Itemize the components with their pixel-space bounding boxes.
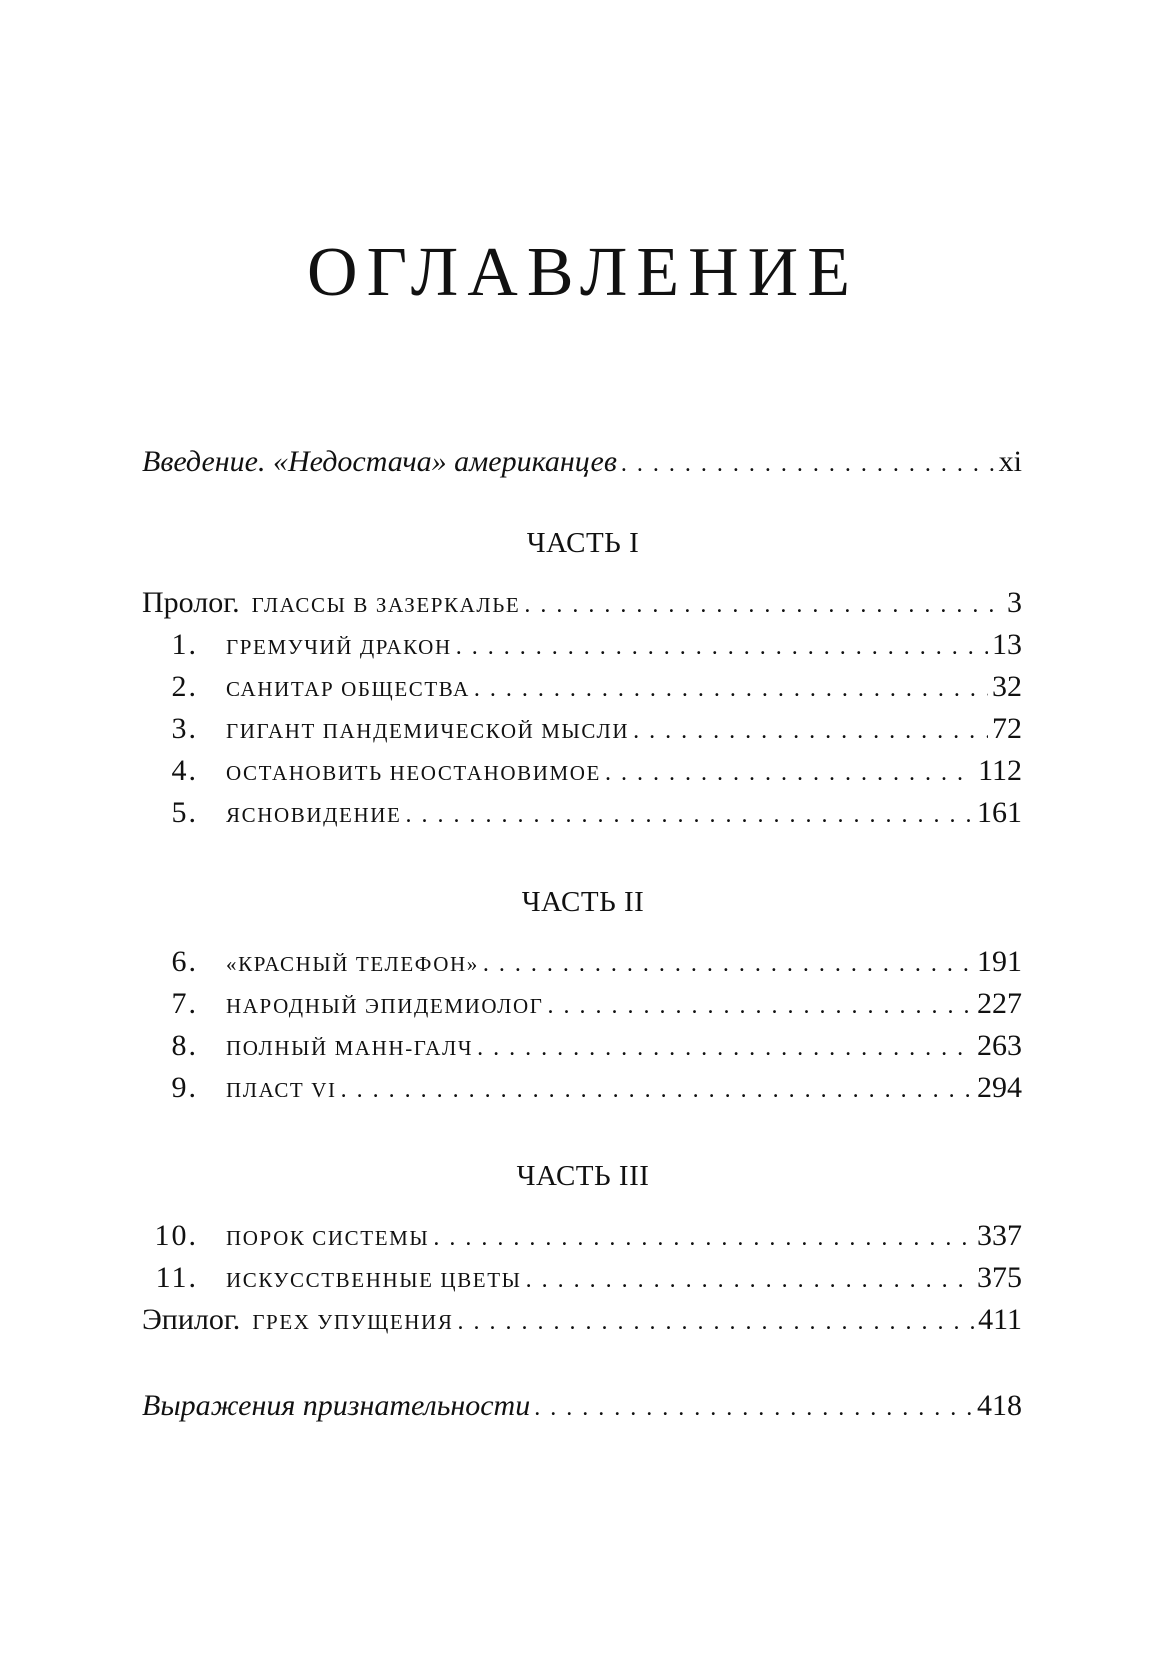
dot-leader: [524, 585, 1003, 625]
toc-entry-title: САНИТАР ОБЩЕСТВА: [226, 677, 470, 701]
toc-entry-chapter-10[interactable]: [142, 1216, 1022, 1256]
dot-leader: [605, 753, 974, 793]
toc-entry-prefix: Пролог. ГЛАСCЫ В ЗАЗЕРКАЛЬЕ: [142, 586, 521, 619]
part-heading-3: ЧАСТЬ III: [516, 1160, 650, 1192]
part-heading-1: ЧАСТЬ I: [526, 527, 640, 559]
dot-leader: [526, 1260, 973, 1300]
toc-entry-title: ИСКУССТВЕННЫЕ ЦВЕТЫ: [226, 1268, 522, 1292]
toc-page-number: 3: [1007, 586, 1022, 619]
toc-page-number: 13: [992, 628, 1022, 661]
toc-entry-chapter-2[interactable]: [142, 667, 1022, 707]
toc-entry-chapter-9[interactable]: [142, 1068, 1022, 1108]
toc-entry-acknowledgments[interactable]: [142, 1386, 1022, 1426]
chapter-number: 10.: [154, 1219, 198, 1252]
toc-entry-chapter-8[interactable]: [142, 1026, 1022, 1066]
toc-entry-chapter-3[interactable]: [142, 709, 1022, 749]
chapter-number: 3.: [171, 712, 198, 745]
toc-entry-title: ГИГАНТ ПАНДЕМИЧЕСКОЙ МЫСЛИ: [226, 719, 630, 743]
dot-leader: [433, 1218, 973, 1258]
dot-leader: [474, 669, 988, 709]
toc-page-number: 161: [977, 796, 1022, 829]
dot-leader: [534, 1388, 973, 1428]
chapter-number: 9.: [171, 1071, 198, 1104]
dot-leader: [633, 711, 988, 751]
chapter-number: 6.: [171, 945, 198, 978]
dot-leader: [547, 986, 973, 1026]
toc-entry-title: «КРАСНЫЙ ТЕЛЕФОН»: [226, 952, 479, 976]
toc-page-number: 227: [977, 987, 1022, 1020]
toc-page-number: 263: [977, 1029, 1022, 1062]
toc-entry-intro[interactable]: [142, 442, 1022, 482]
toc-page-number: 32: [992, 670, 1022, 703]
toc-page-number: 191: [977, 945, 1022, 978]
toc-entry-title: ГЛАСCЫ В ЗАЗЕРКАЛЬЕ: [251, 593, 521, 617]
dot-leader: [405, 795, 973, 835]
chapter-number: 11.: [155, 1261, 198, 1294]
chapter-number: 2.: [171, 670, 198, 703]
toc-entry-label: Введение. «Недостача» американцев: [142, 445, 617, 478]
toc-page-number: 337: [977, 1219, 1022, 1252]
toc-entry-title: НАРОДНЫЙ ЭПИДЕМИОЛОГ: [226, 994, 544, 1018]
chapter-number: 5.: [171, 796, 198, 829]
dot-leader: [456, 627, 988, 667]
dot-leader: [621, 444, 995, 484]
toc-entry-title: ПОРОК СИСТЕМЫ: [226, 1226, 430, 1250]
toc-page-number: 294: [977, 1071, 1022, 1104]
chapter-number: 8.: [171, 1029, 198, 1062]
toc-page-number: 411: [978, 1303, 1022, 1336]
toc-entry-title: ЯСНОВИДЕНИЕ: [226, 803, 402, 827]
toc-entry-label: Выражения признательности: [142, 1389, 531, 1422]
toc-entry-title: ГРЕХ УПУЩЕНИЯ: [252, 1310, 454, 1334]
toc-page-number: 72: [992, 712, 1022, 745]
toc-page-number: xi: [998, 445, 1022, 478]
toc-page-number: 112: [978, 754, 1022, 787]
toc-entry-epilogue[interactable]: [142, 1300, 1022, 1340]
toc-entry-chapter-1[interactable]: [142, 625, 1022, 665]
dot-leader: [483, 944, 973, 984]
part-heading-2: ЧАСТЬ II: [521, 886, 645, 918]
dot-leader: [457, 1302, 974, 1342]
toc-entry-title: ПЛАСТ VI: [226, 1078, 337, 1102]
toc-entry-chapter-5[interactable]: [142, 793, 1022, 833]
toc-entry-chapter-11[interactable]: [142, 1258, 1022, 1298]
dot-leader: [341, 1070, 973, 1110]
toc-entry-prefix: Эпилог.: [142, 1303, 241, 1336]
toc-entry-prologue[interactable]: [142, 583, 1022, 623]
chapter-number: 4.: [171, 754, 198, 787]
chapter-number: 7.: [171, 987, 198, 1020]
dot-leader: [477, 1028, 973, 1068]
toc-entry-title: ГРЕМУЧИЙ ДРАКОН: [226, 635, 452, 659]
toc-entry-chapter-4[interactable]: [142, 751, 1022, 791]
page-title: ОГЛАВЛЕНИЕ: [307, 234, 859, 311]
chapter-number: 1.: [171, 628, 198, 661]
toc-entry-title: ОСТАНОВИТЬ НЕОСТАНОВИМОЕ: [226, 761, 601, 785]
toc-page-number: 418: [977, 1389, 1022, 1422]
toc-entry-title: ПОЛНЫЙ МАНН-ГАЛЧ: [226, 1036, 474, 1060]
toc-entry-chapter-6[interactable]: [142, 942, 1022, 982]
toc-entry-chapter-7[interactable]: [142, 984, 1022, 1024]
toc-page-number: 375: [977, 1261, 1022, 1294]
